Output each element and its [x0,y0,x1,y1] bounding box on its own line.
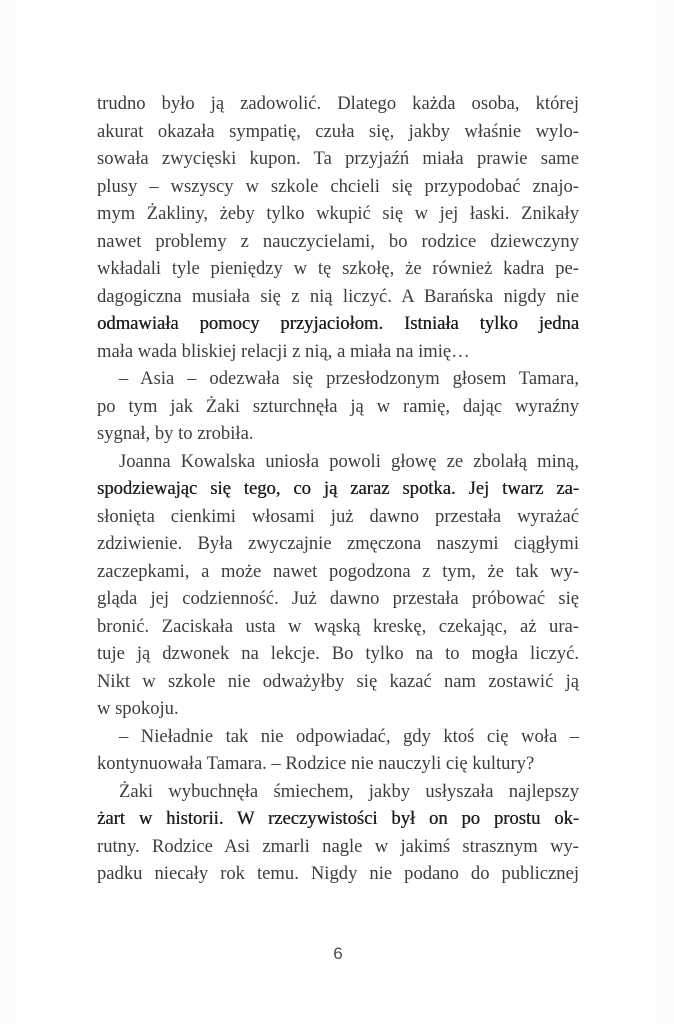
text-line: sygnał, by to zrobiła. [97,423,254,444]
text-line: – Nieładnie tak nie odpowiadać, gdy ktoś cię woła – [119,725,579,747]
paragraph [97,365,579,448]
text-line: bronić. Zaciskała usta w wąską kreskę, czekając, aż ura- [97,615,579,637]
text-line: Żaki wybuchnęła śmiechem, jakby usłyszała najlepszy [119,780,579,802]
text-line: sowała zwycięski kupon. Ta przyjaźń miała prawie same [97,148,579,169]
text-line: w spokoju. [97,698,179,719]
text-line: Joanna Kowalska uniosła powoli głowę ze zbolałą miną, [119,450,579,472]
text-line: mym Żakliny, żeby tylko wkupić się w jej łaski. Znikały [97,203,579,224]
text-line: akurat okazała sympatię, czuła się, jakby właśnie wylo- [97,120,579,142]
text-line: spodziewając się tego, co ją zaraz spotka. Jej twarz za- [97,478,579,499]
text-line: wkładali tyle pieniędzy w tę szkołę, że również kadra pe- [97,258,579,279]
page-number: 6 [333,944,343,963]
text-line: kontynuowała Tamara. – Rodzice nie nauczyli cię kultury? [97,753,535,774]
text-line: słonięta cienkimi włosami już dawno przestała wyrażać [97,505,579,527]
paragraph [97,778,579,888]
text-line: Nikt w szkole nie odważyłby się kazać nam zostawić ją [97,670,579,692]
text-line: padku niecały rok temu. Nigdy nie podano do publicznej [97,863,579,884]
text-line: – Asia – odezwała się przesłodzonym głosem Tamara, [119,368,579,389]
text-line: mała wada bliskiej relacji z nią, a miała na imię… [97,340,470,362]
text-line: trudno było ją zadowolić. Dlatego każda osoba, której [97,93,579,114]
text-line: po tym jak Żaki szturchnęła ją w ramię, dając wyraźny [97,395,579,417]
text-line: zdziwienie. Była zwyczajnie zmęczona naszymi ciągłymi [97,533,579,554]
paragraph [97,723,579,778]
text-block [97,90,579,888]
paragraph [97,448,579,723]
text-line: tuje ją dzwonek na lekcje. Bo tylko na to mogła liczyć. [97,643,579,664]
text-line: gląda jej codzienność. Już dawno przestała próbować się [97,588,579,609]
text-line: nawet problemy z nauczycielami, bo rodzice dziewczyny [97,230,579,252]
text-line: żart w historii. W rzeczywistości był on po prostu ok- [97,808,579,829]
text-line: dagogiczna musiała się z nią liczyć. A Barańska nigdy nie [97,285,579,307]
text-line: plusy – wszyscy w szkole chcieli się przypodobać znajo- [97,175,579,197]
text-line: zaczepkami, a może nawet pogodzona z tym, że tak wy- [97,560,579,582]
text-line: rutny. Rodzice Asi zmarli nagle w jakimś strasznym wy- [97,835,579,857]
text-line: odmawiała pomocy przyjaciołom. Istniała tylko jedna [97,313,579,334]
paragraph [97,90,579,365]
